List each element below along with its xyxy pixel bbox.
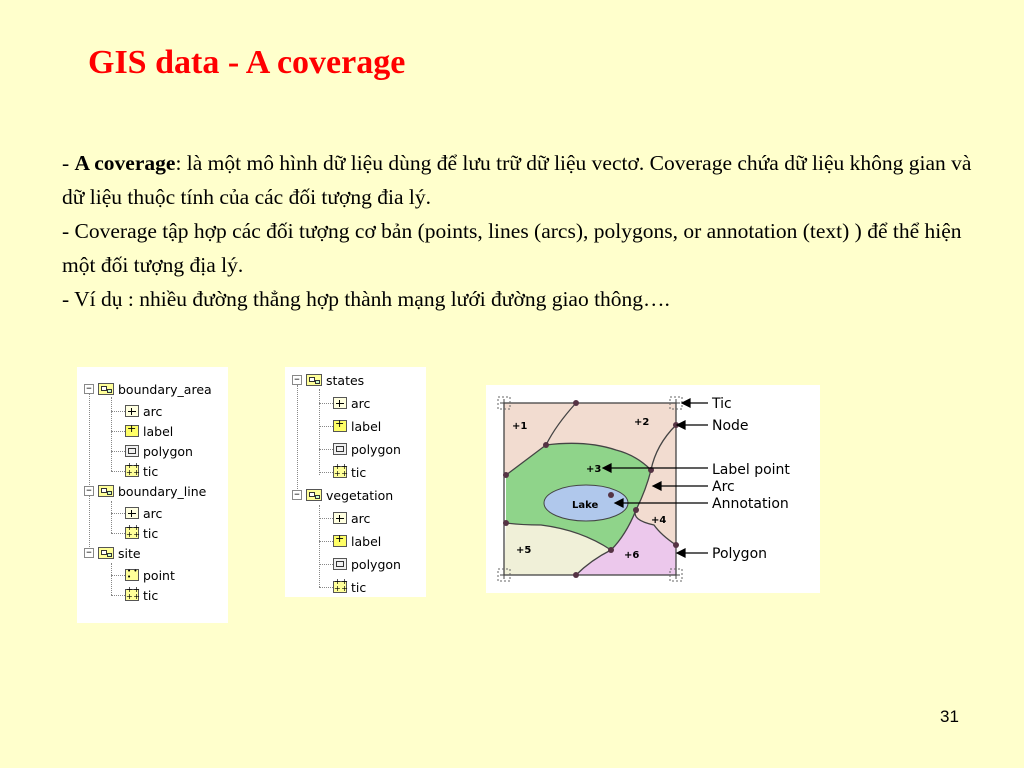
tree-node-vegetation[interactable]: − vegetation (292, 485, 393, 505)
collapse-icon[interactable]: − (84, 486, 94, 496)
label-point-1: +1 (512, 421, 528, 432)
paragraph-coverage-definition (62, 146, 982, 214)
definition-text: : là một mô hình dữ liệu dùng để lưu trữ dữ liệu vectơ. Coverage chứa dữ liệu không gian và dữ liệu thuộc tính của các đối tượng đia lý. (62, 151, 972, 209)
tree-item-point[interactable]: • • • point (125, 565, 175, 585)
paragraph-example: - Ví dụ : nhiều đường thẳng hợp thành mạng lưới đường giao thông…. (62, 287, 670, 311)
tree-node-boundary-line[interactable]: − boundary_line (84, 481, 206, 501)
tic-icon (333, 581, 347, 593)
arc-icon (333, 512, 347, 524)
tic-icon (125, 589, 139, 601)
tree-item-arc[interactable]: arc (125, 503, 162, 523)
callout-node: Node (712, 418, 749, 434)
tree-item-label[interactable]: + label (333, 531, 381, 551)
coverage-tree-panel-2 (285, 367, 426, 597)
tree-item-arc[interactable]: arc (333, 393, 370, 413)
arc-icon (125, 507, 139, 519)
tree-item-tic[interactable]: + + + + tic (125, 461, 158, 481)
tree-item-polygon[interactable]: polygon (333, 554, 401, 574)
page-number: 31 (940, 707, 959, 726)
coverage-icon (98, 383, 114, 395)
coverage-icon (98, 485, 114, 497)
tree-node-states[interactable]: − states (292, 370, 364, 390)
tree-item-polygon[interactable]: polygon (333, 439, 401, 459)
label-icon (333, 420, 347, 432)
tic-icon (333, 466, 347, 478)
collapse-icon[interactable]: − (84, 384, 94, 394)
label-icon (125, 425, 139, 437)
tree-item-label[interactable]: + label (125, 421, 173, 441)
slide-title: GIS data - A coverage (88, 44, 406, 81)
coverage-tree-panel-1 (77, 367, 228, 623)
tic-icon (125, 465, 139, 477)
arc-icon (125, 405, 139, 417)
collapse-icon[interactable]: − (292, 375, 302, 385)
paragraph-coverage-components: - Coverage tập hợp các đối tượng cơ bản (points, lines (arcs), polygons, or annotation (text) ) để thể hiện một đối tượng địa lý. (62, 219, 962, 277)
tree-node-boundary-area[interactable]: − boundary_area (84, 379, 212, 399)
callout-polygon: Polygon (712, 546, 768, 562)
coverage-icon (98, 547, 114, 559)
label-point-5: +5 (516, 545, 532, 556)
label-point-3: +3 (586, 464, 602, 475)
tree-item-label[interactable]: + label (333, 416, 381, 436)
polygon-icon (333, 443, 347, 455)
callout-tic: Tic (712, 396, 732, 412)
tree-node-site[interactable]: − site (84, 543, 141, 563)
tree-item-arc[interactable]: arc (125, 401, 162, 421)
tree-item-arc[interactable]: arc (333, 508, 370, 528)
tree-item-tic[interactable]: + + + + tic (125, 585, 158, 605)
arc-icon (333, 397, 347, 409)
label-icon (333, 535, 347, 547)
polygon-icon (333, 558, 347, 570)
tree-item-tic[interactable]: + + + + tic (125, 523, 158, 543)
polygon-icon (125, 445, 139, 457)
collapse-icon[interactable]: − (84, 548, 94, 558)
collapse-icon[interactable]: − (292, 490, 302, 500)
coverage-diagram (486, 385, 820, 593)
callout-label-point: Label point (712, 462, 790, 478)
coverage-icon (306, 489, 322, 501)
tic-icon (125, 527, 139, 539)
label-point-2: +2 (634, 417, 650, 428)
tree-item-tic[interactable]: + + + + tic (333, 462, 366, 482)
annotation-lake: Lake (572, 500, 599, 511)
coverage-icon (306, 374, 322, 386)
term-a-coverage: A coverage (74, 151, 176, 175)
bullet-dash: - (62, 151, 75, 175)
slide-body (62, 146, 982, 316)
label-point-6: +6 (624, 550, 640, 561)
tree-item-polygon[interactable]: polygon (125, 441, 193, 461)
callout-arc: Arc (712, 479, 735, 495)
tree-item-tic[interactable]: + + + + tic (333, 577, 366, 597)
label-point-4: +4 (651, 515, 667, 526)
callout-annotation: Annotation (712, 496, 789, 512)
point-icon (125, 569, 139, 581)
